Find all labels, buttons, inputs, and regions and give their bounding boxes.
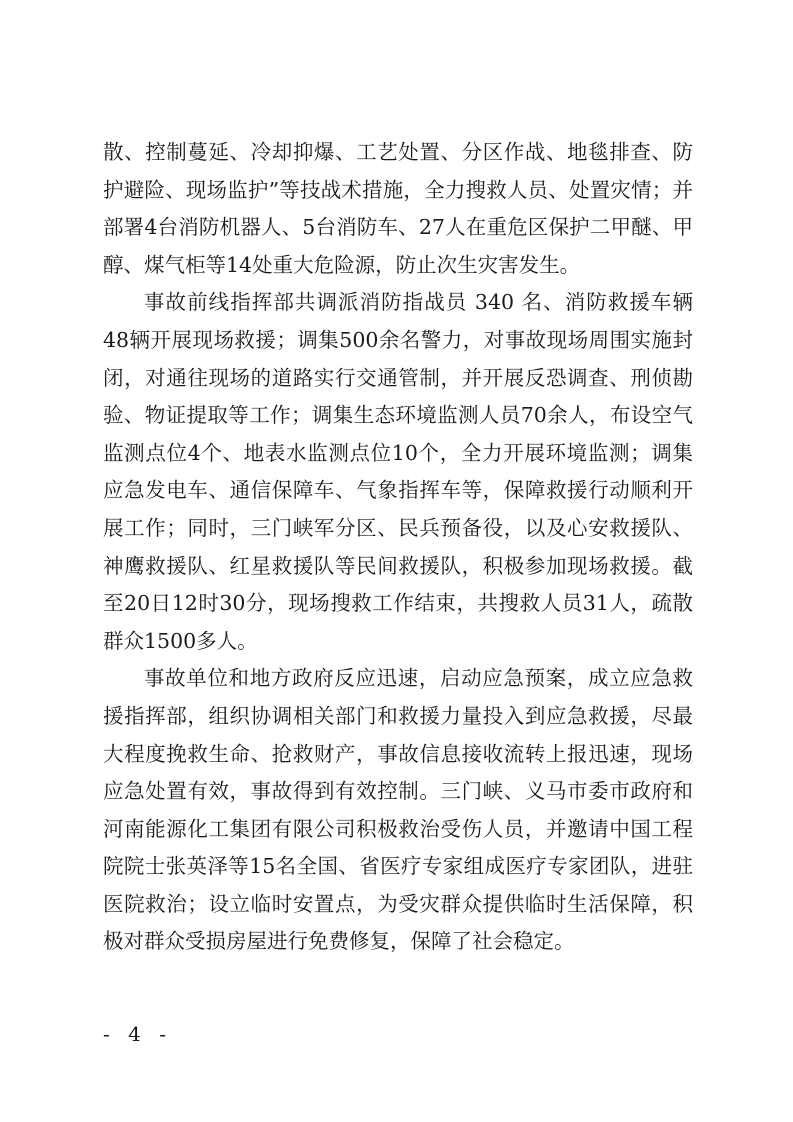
paragraph-continuation: 散、控制蔓延、冷却抑爆、工艺处置、分区作战、地毯排查、防护避险、现场监护”等技战术措施，全力搜救人员、处置灾情；并部署4台消防机器人、5台消防车、27人在重危区保护二甲醚、甲醇、煤气柜等14处重大危险源，防止次生灾害发生。 xyxy=(103,140,693,277)
paragraph-emergency-response: 事故单位和地方政府反应迅速，启动应急预案，成立应急救援指挥部，组织协调相关部门和救援力量投入到应急救援，尽最大程度挽救生命、抢救财产，事故信息接收流转上报迅速，现场应急处置有效，事故得到有效控制。三门峡、义马市委市政府和河南能源化工集团有限公司积极救治受伤人员，并邀请中国工程院院士张英泽等15名全国、省医疗专家组成医疗专家团队，进驻医院救治；设立临时安置点，为受灾群众提供临时生活保障，积极对群众受损房屋进行免费修复，保障了社会稳定。 xyxy=(103,666,693,954)
paragraph-rescue-forces: 事故前线指挥部共调派消防指战员 340 名、消防救援车辆48辆开展现场救援；调集500余名警力，对事故现场周围实施封闭，对通往现场的道路实行交通管制，并开展反恐调查、刑侦勘验、物证提取等工作；调集生态环境监测人员70余人，布设空气监测点位4个、地表水监测点位10个，全力开展环境监测；调集应急发电车、通信保障车、气象指挥车等，保障救援行动顺利开展工作；同时，三门峡军分区、民兵预备役，以及心安救援队、神鹰救援队、红星救援队等民间救援队，积极参加现场救援。截至20日12时30分，现场搜救工作结束，共搜救人员31人，疏散群众1500多人。 xyxy=(103,290,693,653)
page-number: - 4 - xyxy=(103,1022,172,1046)
body-text xyxy=(103,134,693,961)
